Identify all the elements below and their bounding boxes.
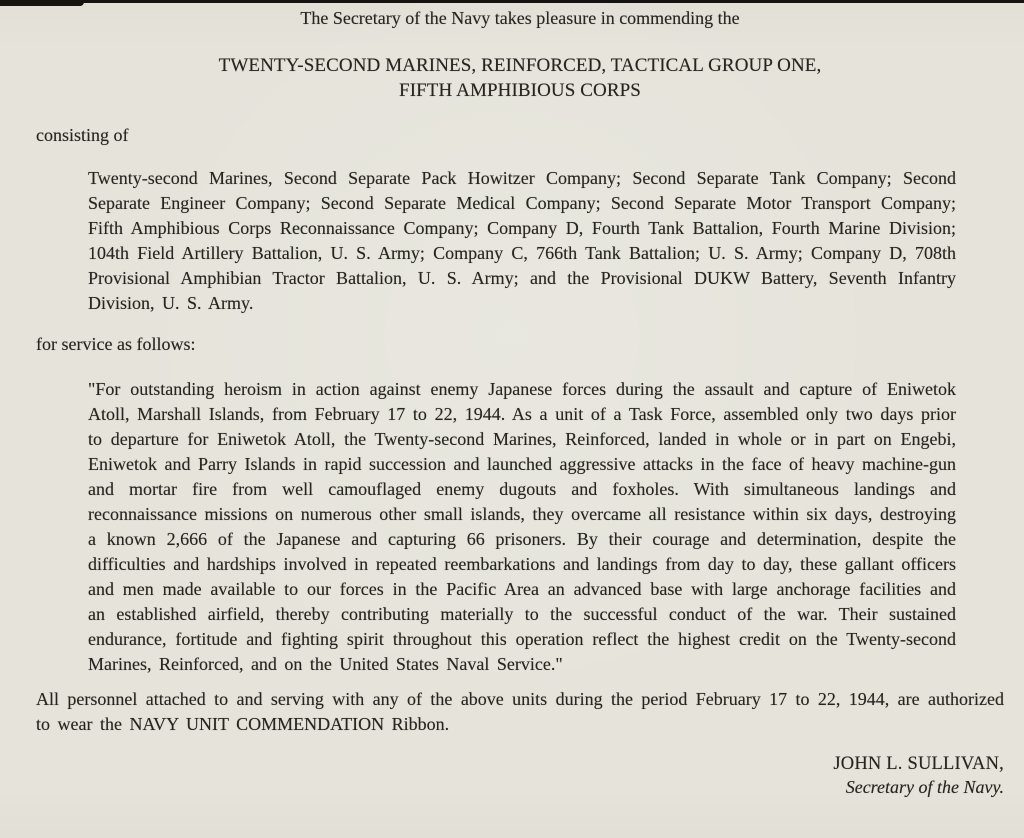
units-paragraph: Twenty-second Marines, Second Separate Pack Howitzer Company; Second Separate Tank Company; Second Separate Engineer Company; Second Separate Medical Company; Second Separate Motor Transport Company; Fifth Amphibious Corps Reconnaissance Company; Company D, Fourth Tank Battalion, Fourth Marine Division; 104th Field Artillery Battalion, U. S. Army; Company C, 766th Tank Battalion; U. S. Army; Company D, 708th Provisional Amphibian Tractor Battalion, U. S. Army; and the Provisional DUKW Battery, Seventh Infantry Division, U. S. Army. [88,168,956,313]
signature-title: Secretary of the Navy. [845,777,1004,797]
service-label: for service as follows: [36,334,196,354]
consisting-label: consisting of [36,125,129,145]
intro-line: The Secretary of the Navy takes pleasure in commending the [300,8,740,28]
unit-title-line1: TWENTY-SECOND MARINES, REINFORCED, TACTICAL GROUP ONE, [218,55,822,76]
closing-paragraph: All personnel attached to and serving with any of the above units during the period February 17 to 22, 1944, are authorized to wear the NAVY UNIT COMMENDATION Ribbon. [36,689,1004,734]
signature-block [36,753,1004,799]
unit-title [36,53,1004,103]
unit-title-line2: FIFTH AMPHIBIOUS CORPS [399,80,641,101]
citation-paragraph: "For outstanding heroism in action against enemy Japanese forces during the assault and capture of Eniwetok Atoll, Marshall Islands, from February 17 to 22, 1944. As a unit of a Task Force, assembled only two days prior to departure for Eniwetok Atoll, the Twenty-second Marines, Reinforced, landed in whole or in part on Engebi, Eniwetok and Parry Islands in rapid succession and launched aggressive attacks in the face of heavy machine-gun and mortar fire from well camouflaged enemy dugouts and foxholes. With simultaneous landings and reconnaissance missions on numerous other small islands, they overcame all resistance within six days, destroying a known 2,666 of the Japanese and capturing 66 prisoners. By their courage and determination, despite the difficulties and hardships involved in repeated reembarkations and landings from day to day, these gallant officers and men made available to our forces in the Pacific Area an advanced base with large anchorage facilities and an established airfield, thereby contributing materially to the successful conduct of the war. Their sustained endurance, fortitude and fighting spirit throughout this operation reflect the highest credit on the Twenty-second Marines, Reinforced, and on the United States Naval Service." [88,379,956,674]
signature-name: JOHN L. SULLIVAN, [833,754,1004,774]
